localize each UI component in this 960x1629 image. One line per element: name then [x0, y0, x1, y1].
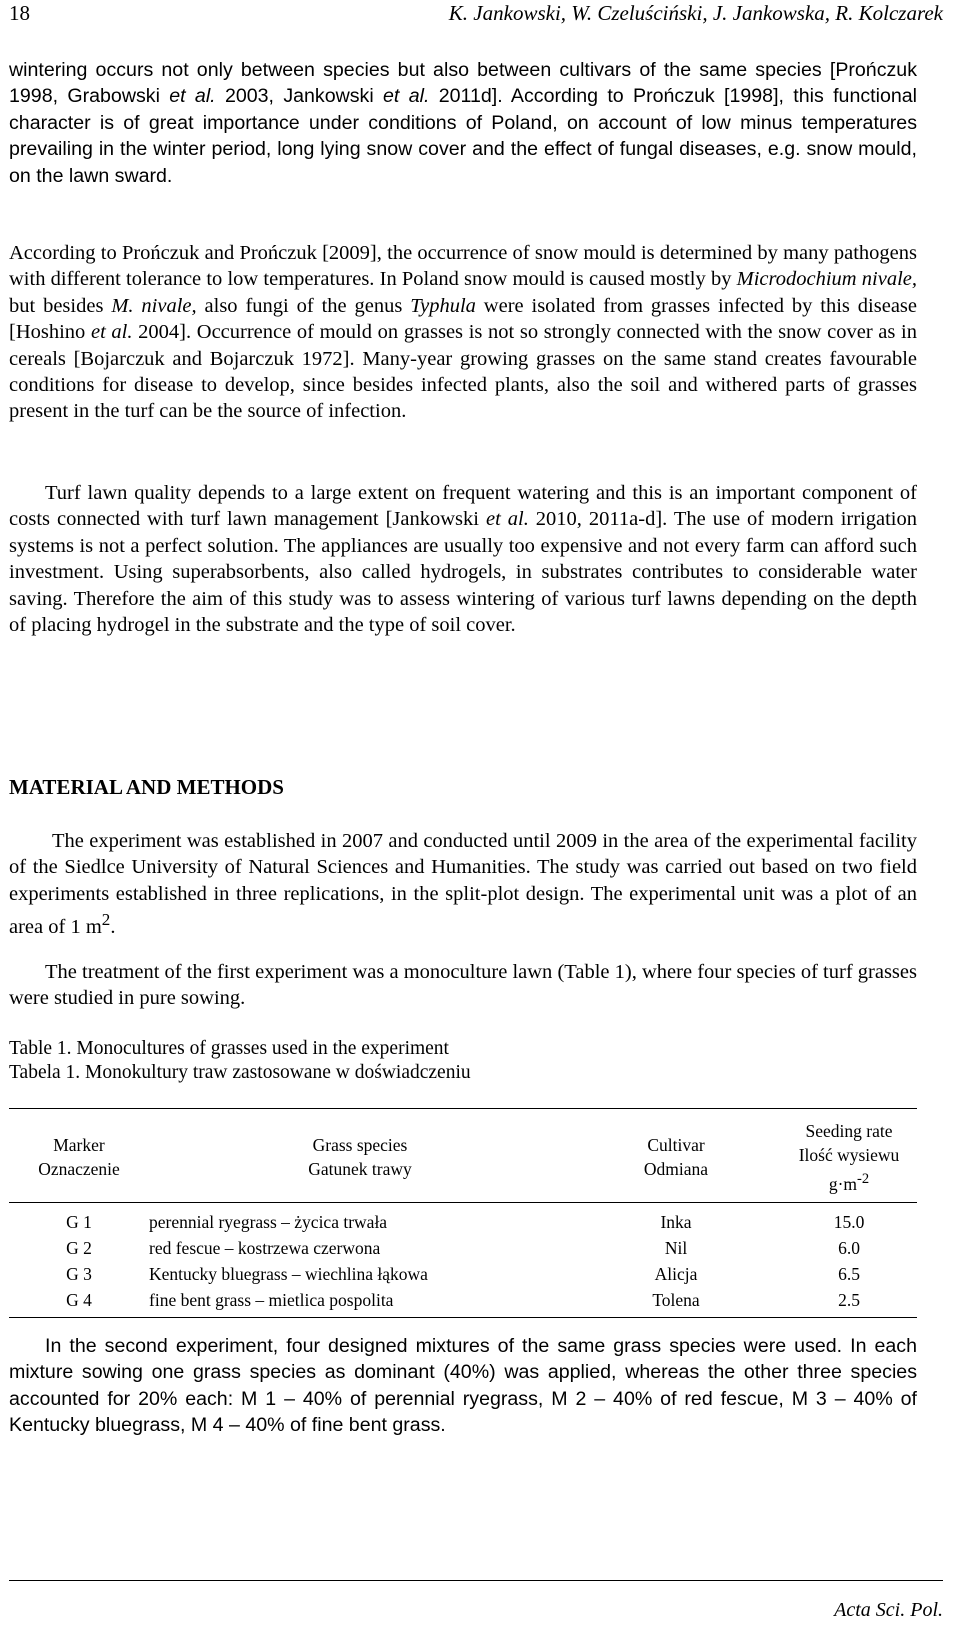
cell-species: fine bent grass – mietlica pospolita [149, 1289, 394, 1310]
text-span: . [110, 916, 116, 939]
text-span: also fungi of the genus [196, 294, 411, 317]
header-label: Gatunek trawy [308, 1159, 412, 1180]
cell-cultivar: Alicja [654, 1263, 698, 1284]
cell-cultivar: Inka [660, 1211, 692, 1232]
table-header-row [9, 1109, 917, 1203]
text-span: were isolated from grasses infected by this disease [Hoshino [9, 294, 917, 344]
text-span: The experiment was established in 2007 and conducted until 2009 in the area of the experimental facility of the Siedlce University of Natural Sciences and Humanities. The study was carried out based on two field experiments established in three replications, in the split-plot design. The experimental unit was a plot of an area of 1 m [9, 830, 917, 939]
text-span: Turf lawn quality depends to a large extent on frequent watering and this is an important component of costs connected with turf lawn management [Jankowski [9, 482, 917, 531]
header-marker [9, 1109, 149, 1203]
header-label: Odmiana [643, 1159, 709, 1180]
table-caption-pl: Tabela 1. Monokultury traw zastosowane w doświadczeniu [9, 1062, 471, 1083]
header-species [149, 1109, 571, 1203]
header-cultivar [571, 1109, 781, 1203]
header-label: Marker [53, 1135, 105, 1156]
text-span: but besides [9, 294, 112, 317]
text-span: 2003, Jankowski [215, 85, 384, 108]
text-span: et al. [169, 85, 216, 108]
cell-marker: G 4 [66, 1289, 92, 1310]
page-number: 18 [9, 1, 30, 25]
cell-seeding-rate: 6.5 [838, 1263, 860, 1284]
text-span: 2010, 2011a-d]. The use of modern irrigation systems is not a perfect solution. The appliances are usually too expensive and not every farm can afford such investment. Using superabsorbents, also called hydrogels, in substrates contributes to considerable water saving. Therefore the aim of this study was to assess wintering of various turf lawns depending on the depth of placing hydrogel in the substrate and the type of soil cover. [9, 508, 917, 637]
methods-paragraph-3 [9, 1333, 917, 1439]
cell-species: Kentucky bluegrass – wiechlina łąkowa [149, 1263, 428, 1284]
table-caption-en: Table 1. Monocultures of grasses used in the experiment [9, 1038, 449, 1059]
header-label: Cultivar [647, 1135, 705, 1156]
intro-paragraph-1 [9, 57, 917, 189]
cell-marker: G 1 [66, 1211, 92, 1232]
text-span: et al. [90, 321, 133, 344]
page-header [9, 0, 943, 34]
species-name: M. nivale, [111, 294, 197, 317]
cell-cultivar: Tolena [652, 1289, 700, 1310]
cell-seeding-rate: 15.0 [833, 1211, 865, 1232]
header-label: Grass species [312, 1135, 408, 1156]
cell-marker: G 2 [66, 1237, 92, 1258]
header-label: Ilość wysiewu [798, 1145, 900, 1165]
text-span: 2004]. Occurrence of mould on grasses is not so strongly connected with the snow cover as in cereals [Bojarczuk and Bojarczuk 1972]. Many-year growing grasses on the same stand creates favourable conditions for disease to develop, since besides infected plants, also the soil and withered parts of grasses present in the turf can be the source of infection. [9, 321, 917, 423]
table-row [9, 1261, 917, 1287]
intro-paragraph-2 [9, 480, 917, 638]
paragraph-text: In the second experiment, four designed mixtures of the same grass species were used. In each mixture sowing one grass species as dominant (40%) was applied, whereas the other three species accounted for 20% each: M 1 – 40% of perennial ryegrass, M 2 – 40% of red fescue, M 3 – 40% of Kentucky bluegrass, M 4 – 40% of fine bent grass. [9, 1335, 917, 1437]
text-span: et al. [485, 508, 529, 531]
table-row [9, 1287, 917, 1318]
monoculture-table [9, 1108, 917, 1318]
header-label: Seeding rate [805, 1121, 893, 1141]
running-head-authors: K. Jankowski, W. Czeluściński, J. Jankowska, R. Kolczarek [448, 1, 943, 25]
methods-paragraph-2 [9, 959, 917, 1012]
header-label: Oznaczenie [38, 1159, 120, 1180]
cell-species: red fescue – kostrzewa czerwona [149, 1237, 381, 1258]
cell-seeding-rate: 2.5 [838, 1289, 860, 1310]
superscript: 2 [101, 910, 111, 930]
species-name: Microdochium nivale, [736, 268, 917, 291]
cell-cultivar: Nil [664, 1237, 688, 1258]
cell-marker: G 3 [66, 1263, 92, 1284]
cell-species: perennial ryegrass – życica trwała [149, 1211, 388, 1232]
paragraph-text: The treatment of the first experiment was a monoculture lawn (Table 1), where four species of turf grasses were studied in pure sowing. [9, 961, 917, 1010]
text-span: According to Prończuk and Prończuk [2009], the occurrence of snow mould is determined by many pathogens with different tolerance to low temperatures. In Poland snow mould is caused mostly by [9, 242, 917, 291]
unit-text: g·m [828, 1173, 858, 1194]
header-unit [781, 1167, 917, 1196]
unit-exponent: -2 [857, 1171, 870, 1187]
section-heading-methods: MATERIAL AND METHODS [9, 775, 284, 799]
header-seeding-rate [781, 1109, 917, 1203]
methods-paragraph-1 [9, 828, 917, 940]
footer-divider [9, 1580, 943, 1581]
cell-seeding-rate: 6.0 [838, 1237, 860, 1258]
table-row [9, 1202, 917, 1235]
text-span: et al. [383, 85, 430, 108]
text-span: wintering occurs not only between species but also between cultivars of the same species [Prończuk 1998, Grabowski [9, 59, 917, 108]
text-span: 2011d]. According to Prończuk [1998], this functional character is of great importance under conditions of Poland, on account of low minus temperatures prevailing in the winter period, long lying snow cover and the effect of fungal diseases, e.g. snow mould, on the lawn sward. [9, 85, 917, 187]
table-caption [9, 1037, 471, 1085]
table-row [9, 1235, 917, 1261]
genus-name: Typhula [410, 294, 476, 317]
intro-paragraph-1-continued [9, 240, 917, 425]
footer-journal-name: Acta Sci. Pol. [834, 1599, 943, 1621]
